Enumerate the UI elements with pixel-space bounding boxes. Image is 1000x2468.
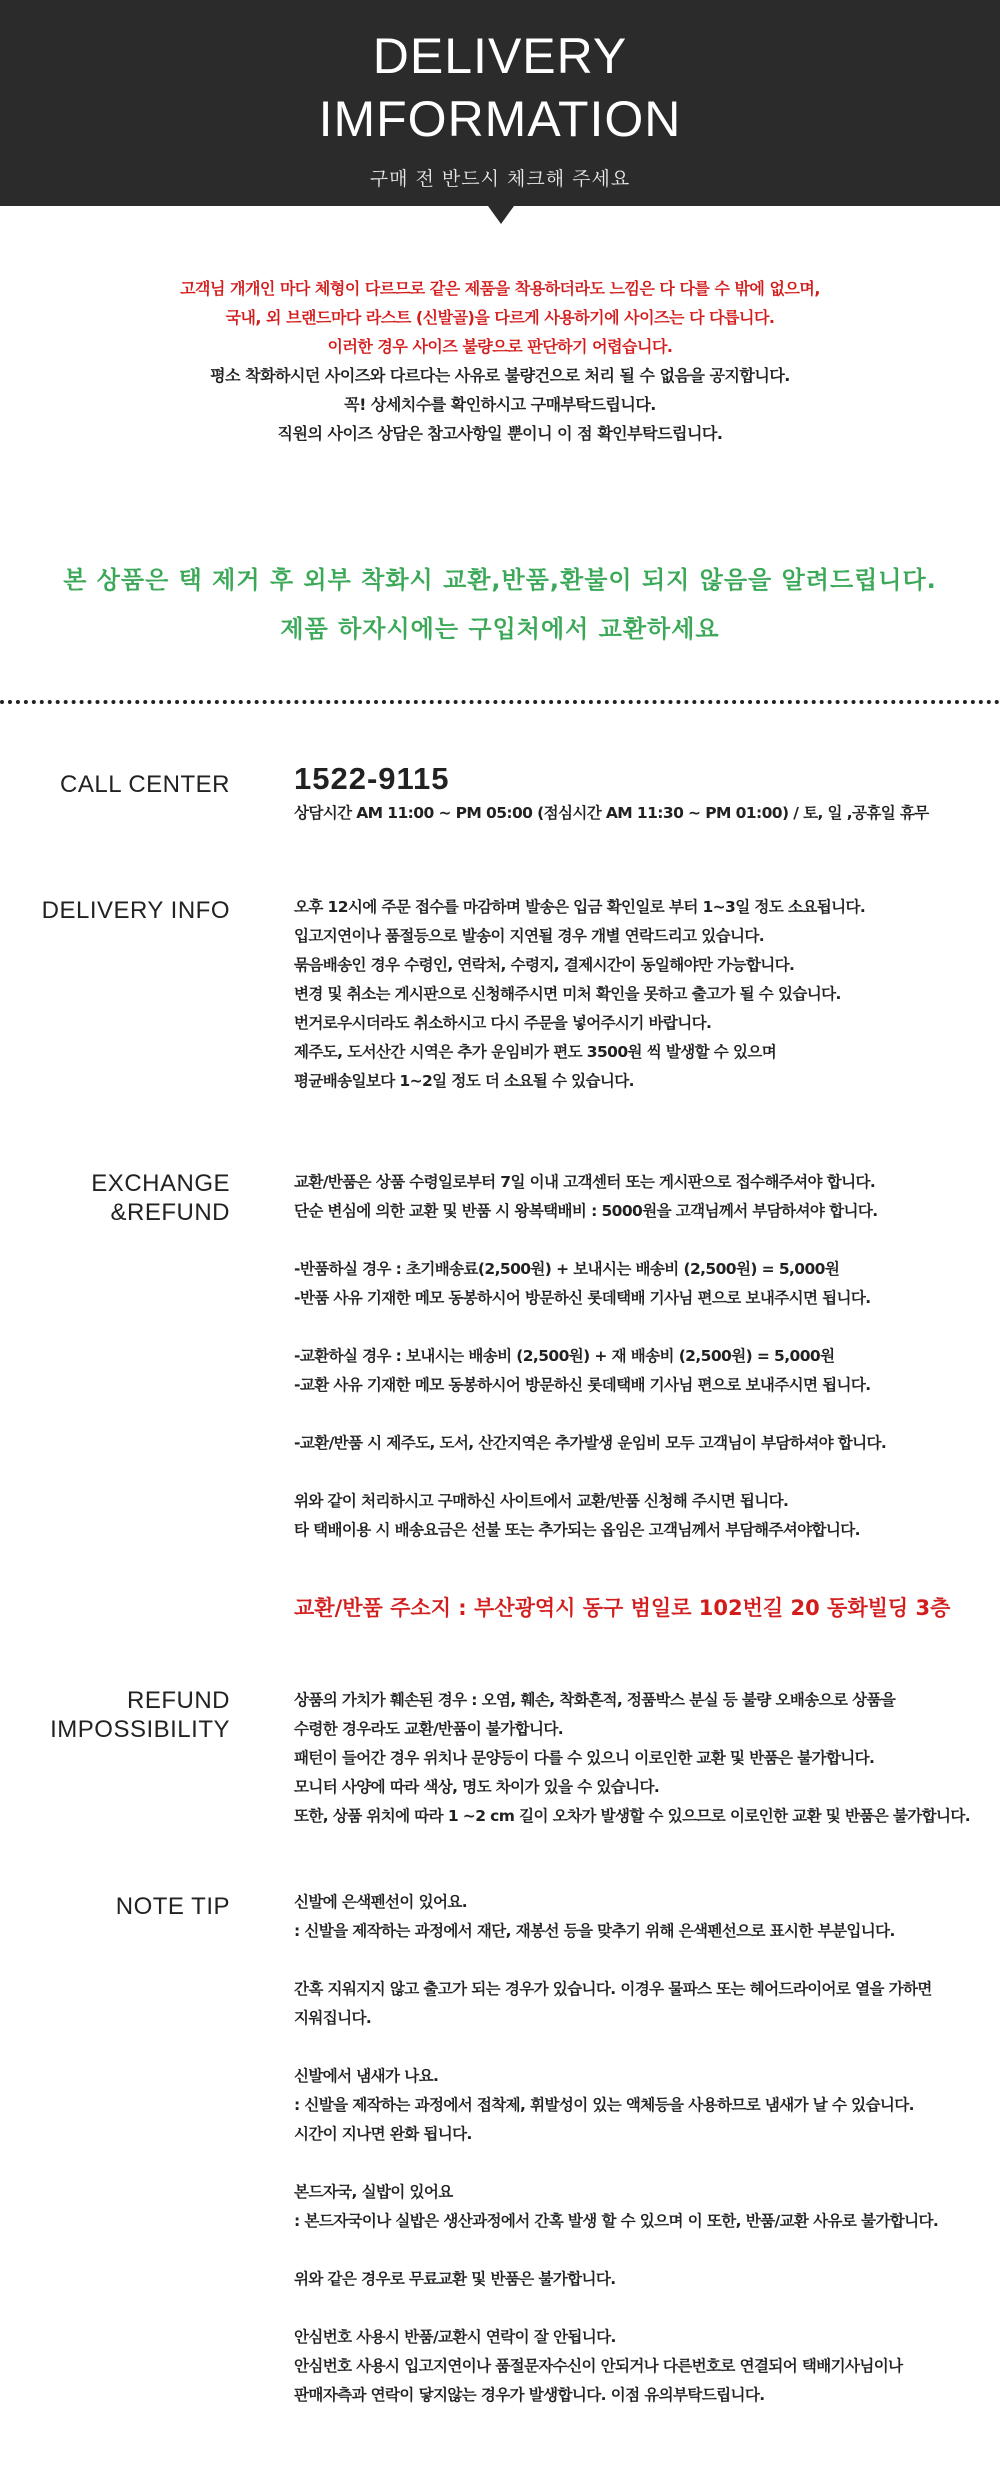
return-address-block xyxy=(294,1594,984,1623)
refund-label-line1: REFUND xyxy=(127,1687,230,1714)
header-banner xyxy=(0,0,1000,206)
note-tip-body xyxy=(294,1888,984,2410)
refund-line: 상품의 가치가 훼손된 경우 : 오염, 훼손, 착화흔적, 정품박스 분실 등 불량 오배송으로 상품을 xyxy=(294,1691,896,1709)
refund-impossibility-body xyxy=(294,1686,984,1831)
delivery-info-line: 묶음배송인 경우 수령인, 연락처, 수령지, 결제시간이 동일해야만 가능합니다. xyxy=(294,956,795,974)
call-center-hours: 상담시간 AM 11:00 ~ PM 05:00 (점심시간 AM 11:30 ~ PM 01:00) / 토, 일 ,공휴일 휴무 xyxy=(294,804,929,822)
delivery-info-line: 변경 및 취소는 게시판으로 신청해주시면 미처 확인을 못하고 출고가 될 수 있습니다. xyxy=(294,985,841,1003)
note-tip-line: 안심번호 사용시 반품/교환시 연락이 잘 안됩니다. xyxy=(294,2328,616,2346)
note-tip-line: 시간이 지나면 완화 됩니다. xyxy=(294,2125,472,2143)
note-tip-line: 판매자측과 연락이 닿지않는 경우가 발생합니다. 이점 유의부탁드립니다. xyxy=(294,2386,765,2404)
note-tip-line: : 신발을 제작하는 과정에서 재단, 재봉선 등을 맞추기 위해 은색펜선으로 표시한 부분입니다. xyxy=(294,1922,895,1940)
exchange-line: 교환/반품은 상품 수령일로부터 7일 이내 고객센터 또는 게시판으로 접수해주셔야 합니다. xyxy=(294,1173,876,1191)
refund-line: 수령한 경우라도 교환/반품이 불가합니다. xyxy=(294,1720,564,1738)
size-notice xyxy=(0,274,1000,448)
exchange-line: -반품하실 경우 : 초기배송료(2,500원) + 보내시는 배송비 (2,500원) = 5,000원 xyxy=(294,1260,840,1278)
note-tip-line: 간혹 지워지지 않고 출고가 되는 경우가 있습니다. 이경우 물파스 또는 헤어드라이어로 열을 가하면 xyxy=(294,1980,932,1998)
notice-red-line: 국내, 외 브랜드마다 라스트 (신발골)을 다르게 사용하기에 사이즈는 다 다릅니다. xyxy=(225,308,775,327)
exchange-label-line1: EXCHANGE xyxy=(91,1170,230,1197)
delivery-info-line: 제주도, 도서산간 시역은 추가 운임비가 편도 3500원 씩 발생할 수 있으며 xyxy=(294,1043,777,1061)
note-tip-line: 위와 같은 경우로 무료교환 및 반품은 불가합니다. xyxy=(294,2270,616,2288)
note-tip-line: 안심번호 사용시 입고지연이나 품절문자수신이 안되거나 다른번호로 연결되어 택배기사님이나 xyxy=(294,2357,903,2375)
call-center-label: CALL CENTER xyxy=(60,771,230,798)
call-center-phone: 1522-9115 xyxy=(294,761,450,796)
refund-line: 또한, 상품 위치에 따라 1 ~2 cm 길이 오차가 발생할 수 있으므로 이로인한 교환 및 반품은 불가합니다. xyxy=(294,1807,971,1825)
green-notice-line2: 제품 하자시에는 구입처에서 교환하세요 xyxy=(280,615,720,643)
delivery-info-line: 오후 12시에 주문 접수를 마감하며 발송은 입금 확인일로 부터 1~3일 정도 소요됩니다. xyxy=(294,898,866,916)
refund-line: 모니터 사양에 따라 색상, 명도 차이가 있을 수 있습니다. xyxy=(294,1778,660,1796)
notice-line: 꼭! 상세치수를 확인하시고 구매부탁드립니다. xyxy=(344,395,656,414)
note-tip-label: NOTE TIP xyxy=(115,1893,230,1920)
call-center-body xyxy=(294,759,984,828)
green-notice-line1: 본 상품은 택 제거 후 외부 착화시 교환,반품,환불이 되지 않음을 알려드립니다. xyxy=(63,566,937,594)
page-title-line2: IMFORMATION xyxy=(318,91,682,147)
down-arrow-icon xyxy=(488,206,514,224)
delivery-info-line: 입고지연이나 품절등으로 발송이 지연될 경우 개별 연락드리고 있습니다. xyxy=(294,927,765,945)
page-subtitle: 구매 전 반드시 체크해 주세요 xyxy=(369,168,631,190)
exchange-line: -교환 사유 기재한 메모 동봉하시어 방문하신 롯데택배 기사님 편으로 보내주시면 됩니다. xyxy=(294,1376,871,1394)
exchange-line: -교환하실 경우 : 보내시는 배송비 (2,500원) + 재 배송비 (2,500원) = 5,000원 xyxy=(294,1347,835,1365)
page-title-line1: DELIVERY xyxy=(372,28,628,84)
notice-line: 평소 착화하시던 사이즈와 다르다는 사유로 불량건으로 처리 될 수 없음을 공지합니다. xyxy=(210,366,790,385)
exchange-label-line2: &REFUND xyxy=(110,1199,230,1226)
notice-line: 직원의 사이즈 상담은 참고사항일 뿐이니 이 점 확인부탁드립니다. xyxy=(277,424,723,443)
delivery-info-label: DELIVERY INFO xyxy=(41,897,230,924)
exchange-line: 위와 같이 처리하시고 구매하신 사이트에서 교환/반품 신청해 주시면 됩니다. xyxy=(294,1492,789,1510)
refund-label-line2: IMPOSSIBILITY xyxy=(50,1716,230,1743)
note-tip-line: : 본드자국이나 실밥은 생산과정에서 간혹 발생 할 수 있으며 이 또한, 반품/교환 사유로 불가합니다. xyxy=(294,2212,939,2230)
note-tip-line: 신발에서 냄새가 나요. xyxy=(294,2067,439,2085)
refund-line: 패턴이 들어간 경우 위치나 문양등이 다를 수 있으니 이로인한 교환 및 반품은 불가합니다. xyxy=(294,1749,875,1767)
dotted-divider xyxy=(0,700,1000,704)
exchange-label xyxy=(0,1169,230,1227)
exchange-line: 단순 변심에 의한 교환 및 반품 시 왕복택배비 : 5000원을 고객님께서 부담하셔야 합니다. xyxy=(294,1202,878,1220)
note-tip-line: 지워집니다. xyxy=(294,2009,372,2027)
exchange-line: -교환/반품 시 제주도, 도서, 산간지역은 추가발생 운임비 모두 고객님이 부담하셔야 합니다. xyxy=(294,1434,887,1452)
refund-impossibility-label xyxy=(0,1686,230,1744)
return-policy-notice xyxy=(0,556,1000,654)
delivery-info-body xyxy=(294,893,984,1096)
return-address: 교환/반품 주소지 : 부산광역시 동구 범일로 102번길 20 동화빌딩 3층 xyxy=(294,1596,951,1620)
note-tip-line: 본드자국, 실밥이 있어요 xyxy=(294,2183,453,2201)
exchange-line: -반품 사유 기재한 메모 동봉하시어 방문하신 롯데택배 기사님 편으로 보내주시면 됩니다. xyxy=(294,1289,871,1307)
note-tip-line: : 신발을 제작하는 과정에서 접착제, 휘발성이 있는 액체등을 사용하므로 냄새가 날 수 있습니다. xyxy=(294,2096,914,2114)
note-tip-line: 신발에 은색펜선이 있어요. xyxy=(294,1893,467,1911)
exchange-body xyxy=(294,1168,984,1545)
notice-red-line: 이러한 경우 사이즈 불량으로 판단하기 어렵습니다. xyxy=(327,337,673,356)
notice-red-line: 고객님 개개인 마다 체형이 다르므로 같은 제품을 착용하더라도 느낌은 다 다를 수 밖에 없으며, xyxy=(180,279,820,298)
delivery-info-line: 번거로우시더라도 취소하시고 다시 주문을 넣어주시기 바랍니다. xyxy=(294,1014,712,1032)
exchange-line: 타 택배이용 시 배송요금은 선불 또는 추가되는 옵임은 고객님께서 부담해주셔야합니다. xyxy=(294,1521,860,1539)
delivery-info-line: 평균배송일보다 1~2일 정도 더 소요될 수 있습니다. xyxy=(294,1072,634,1090)
